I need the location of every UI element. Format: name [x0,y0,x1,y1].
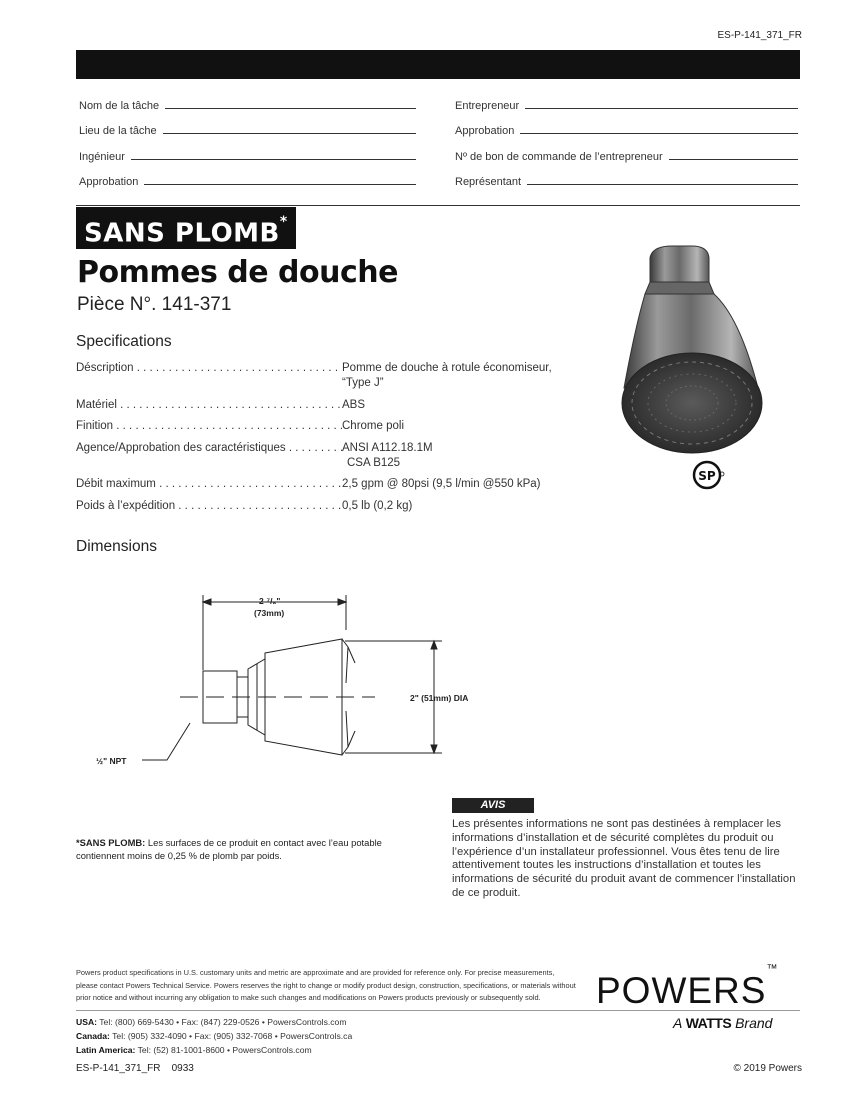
field-line[interactable] [165,107,416,109]
contact-details: Tel: (800) 669-5430 • Fax: (847) 229-0526 • PowersControls.com [97,1017,347,1027]
brand-prefix: A [673,1015,686,1031]
diameter-dimension: 2" (51mm) DIA [410,693,469,703]
contact-latin-america [76,1045,312,1055]
doc-number: 0933 [171,1063,194,1074]
spec-label: Poids à l’expédition . . . [76,499,342,514]
logo-trademark: ™ [766,962,779,975]
document-code: ES-P-141_371_FR [717,30,802,41]
brand-name: WATTS [685,1015,732,1031]
footer-divider [76,1010,800,1011]
shower-head-image [610,238,770,468]
field-line[interactable] [131,158,416,160]
spec-label: Matériel . . . [76,398,342,413]
spec-label: Finition . . . [76,419,342,434]
part-number: Pièce N°. 141-371 [77,294,232,315]
lead-free-note [76,836,411,862]
note-text: Les surfaces de ce produit en contact avec l’eau potable contiennent moins de 0,25 % de plomb par poids. [76,837,382,861]
dimensions-heading: Dimensions [76,538,157,555]
contact-details: Tel: (905) 332-4090 • Fax: (905) 332-7068 • PowersControls.ca [109,1031,353,1041]
field-line[interactable] [527,183,798,185]
field-representative[interactable] [455,176,798,188]
field-line[interactable] [669,158,798,160]
badge-text: SANS PLOMB [84,218,280,249]
spec-value: ABS [342,399,366,411]
field-label: Nº de bon de commande de l’entrepreneur [455,151,663,163]
note-bold: *SANS PLOMB: [76,837,146,848]
field-label: Représentant [455,176,522,188]
contact-label: USA: [76,1017,98,1027]
doc-code: ES-P-141_371_FR [76,1063,161,1074]
field-engineer[interactable] [79,151,416,163]
brand-suffix: Brand [731,1015,773,1031]
logo-text: POWERS [596,970,767,1011]
contact-label: Latin America: [76,1045,136,1055]
page-title: Pommes de douche [77,255,398,290]
field-approval-right[interactable] [455,125,798,137]
field-label: Lieu de la tâche [79,125,157,137]
divider [76,205,800,206]
lead-free-badge [76,207,296,249]
spec-value: 2,5 gpm @ 80psi (9,5 l/min @550 kPa) [342,478,541,490]
field-line[interactable] [520,132,798,134]
field-line[interactable] [163,132,416,134]
notice-badge: AVIS [452,798,534,813]
spec-label: Déscription . . . [76,361,342,376]
csa-mark-text: SP [698,469,716,483]
contact-details: Tel: (52) 81-1001-8600 • PowersControls.com [135,1045,312,1055]
contact-usa [76,1017,347,1027]
footer-document-code [76,1063,194,1074]
length-dimension: 2-⁷/₈" [259,596,281,606]
powers-logo [596,962,779,1012]
field-po-number[interactable] [455,151,798,163]
contact-canada [76,1031,352,1041]
field-label: Entrepreneur [455,100,520,112]
spec-value: Chrome poli [342,420,404,432]
field-approval-left[interactable] [79,176,416,188]
field-job-name[interactable] [79,100,416,112]
field-job-location[interactable] [79,125,416,137]
field-label: Approbation [79,176,139,188]
header-bar [76,50,800,79]
field-label: Approbation [455,125,515,137]
spec-value-2: “Type J” [342,377,384,389]
spec-value: 0,5 lb (0,2 kg) [342,500,413,512]
notice-text: Les présentes informations ne sont pas destinées à remplacer les informations d’installation et de sécurité complètes du produit ou l’expérience d’un installateur professionnel. Vous êtes tenu de lire attentivement toutes les instructions d’installation et toutes les informations de sécurité du produit avant de commencer l’installation de ce produit. [452,818,796,899]
length-metric: (73mm) [254,608,285,618]
field-contractor[interactable] [455,100,798,112]
contact-label: Canada: [76,1031,110,1041]
footer-disclaimer: Powers product specifications in U.S. customary units and metric are approximate and are provided for reference only. For precise measurements, please contact Powers Technical Service. Powers reserves the right to change or modify product design, construction, specifications, or materials without prior notice and without incurring any obligation to make such changes and modifications on Powers products previously or subsequently sold. [76,968,576,1002]
field-label: Nom de la tâche [79,100,160,112]
spec-value: Pomme de douche à rotule économiseur, [342,362,552,374]
spec-value: ANSI A112.18.1M [342,442,433,454]
field-line[interactable] [525,107,798,109]
thread-size-label: ½" NPT [96,756,127,766]
spec-label: Agence/Approbation des caractéristiques . . . [76,441,342,456]
watts-brand-line [673,1015,772,1031]
copyright: © 2019 Powers [733,1063,802,1074]
field-label: Ingénieur [79,151,125,163]
spec-value-2: CSA B125 [347,457,401,469]
spec-label: Débit maximum . . . [76,477,342,492]
specifications-heading: Specifications [76,333,172,350]
badge-asterisk: * [279,214,288,230]
field-line[interactable] [144,183,416,185]
dimension-drawing [120,585,480,785]
csa-certification-icon [692,460,726,494]
